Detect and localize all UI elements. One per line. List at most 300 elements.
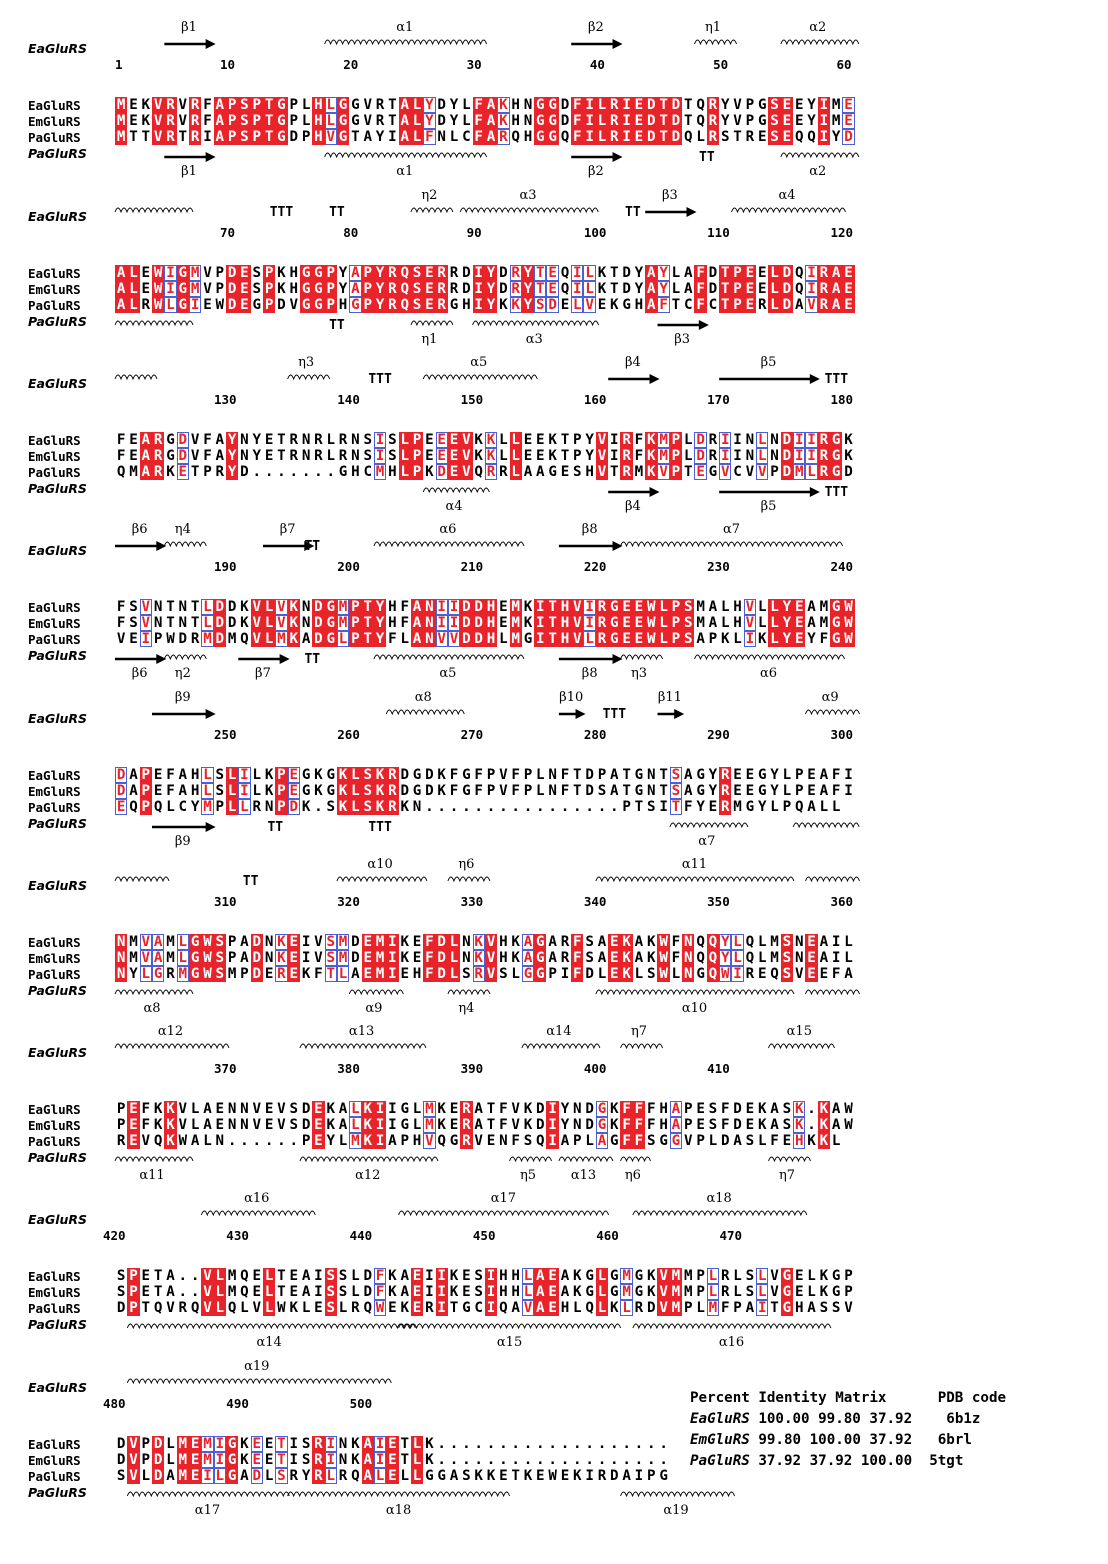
residue: N <box>116 950 126 966</box>
residue: T <box>622 767 631 783</box>
residue: F <box>671 934 681 950</box>
residue: G <box>523 966 533 982</box>
residue: M <box>129 464 138 480</box>
residue: L <box>770 297 779 313</box>
residue: R <box>757 297 767 313</box>
residue: I <box>289 1436 299 1452</box>
residue: R <box>474 966 483 982</box>
residue: V <box>720 464 730 480</box>
residue: S <box>116 1284 126 1300</box>
pdb-code: 5tgt <box>929 1453 964 1469</box>
residue: K <box>277 265 286 281</box>
residue: I <box>375 1133 385 1149</box>
residue: E <box>696 464 705 480</box>
residue: I <box>733 432 742 448</box>
residue: L <box>757 1268 767 1284</box>
residue: E <box>634 599 644 615</box>
residue: D <box>215 631 225 647</box>
residue: N <box>573 1117 582 1133</box>
residue: I <box>585 1468 594 1484</box>
residue: M <box>794 464 804 480</box>
residue: N <box>153 599 163 615</box>
residue: V <box>252 599 262 615</box>
residue: M <box>634 464 644 480</box>
residue: P <box>486 767 496 783</box>
residue: D <box>782 448 792 464</box>
residue: R <box>634 1300 644 1316</box>
residue: G <box>338 464 348 480</box>
residue: H <box>388 464 397 480</box>
helix-coil <box>164 542 206 546</box>
helix-coil <box>596 877 794 881</box>
residue: N <box>462 934 471 950</box>
residue: H <box>560 631 570 647</box>
residue: E <box>264 1117 274 1133</box>
residue: K <box>757 631 767 647</box>
residue: G <box>597 1101 607 1117</box>
secondary-structure-label: η1 <box>421 332 438 347</box>
residue: . <box>301 464 311 480</box>
bot-secondary-structure <box>0 147 1108 187</box>
residue: E <box>634 113 644 129</box>
residue: E <box>388 1300 397 1316</box>
residue: G <box>301 767 311 783</box>
secondary-structure-label: η1 <box>704 20 722 35</box>
residue: N <box>153 615 163 631</box>
residue: H <box>388 599 397 615</box>
secondary-structure-label: α18 <box>385 1503 412 1518</box>
bot-secondary-structure <box>0 817 1108 857</box>
residue: E <box>240 297 249 313</box>
residue: V <box>733 97 742 113</box>
residue: D <box>708 265 718 281</box>
top-secondary-structure <box>0 352 1108 392</box>
residue: N <box>770 432 779 448</box>
secondary-structure-label: α8 <box>414 690 432 705</box>
residue: T <box>671 799 681 815</box>
residue: E <box>289 966 299 982</box>
residue: L <box>412 1452 422 1468</box>
residue: K <box>844 432 853 448</box>
secondary-structure-label: η7 <box>630 1024 648 1039</box>
residue: Y <box>757 799 767 815</box>
ruler-label: 320 <box>337 894 360 909</box>
residue: L <box>622 1300 631 1316</box>
ruler-label: 470 <box>719 1228 743 1243</box>
residue: E <box>745 783 755 799</box>
residue: L <box>585 1133 594 1149</box>
residue: T <box>166 599 175 615</box>
residue: A <box>400 129 409 145</box>
residue: V <box>659 1284 668 1300</box>
secondary-structure-label: α19 <box>663 1503 689 1518</box>
residue: K <box>388 1268 397 1284</box>
secondary-structure-label: β1 <box>181 20 197 35</box>
residue: P <box>141 783 151 799</box>
residue: E <box>782 97 792 113</box>
residue: V <box>499 783 508 799</box>
residue: S <box>647 799 656 815</box>
residue: V <box>770 1268 779 1284</box>
residue: N <box>338 1452 348 1468</box>
residue: E <box>794 113 804 129</box>
residue: L <box>240 1300 249 1316</box>
residue: L <box>757 615 767 631</box>
beta-strand-arrowhead <box>810 487 820 497</box>
residue: E <box>264 432 274 448</box>
residue: R <box>597 615 607 631</box>
residue: F <box>499 1101 508 1117</box>
residue: R <box>499 464 508 480</box>
top-structure-name: EaGluRS <box>28 376 88 391</box>
residue: . <box>449 1452 459 1468</box>
residue: S <box>326 1268 336 1284</box>
helix-coil <box>115 375 157 379</box>
residue: A <box>647 265 656 281</box>
helix-coil <box>633 1211 807 1215</box>
residue: E <box>400 966 409 982</box>
sequence-label: EaGluRS <box>28 266 81 281</box>
identity-value: 37.92 <box>869 1432 913 1448</box>
residue: E <box>449 432 459 448</box>
residue: V <box>770 1284 779 1300</box>
residue: E <box>129 97 138 113</box>
residue: F <box>573 934 582 950</box>
residue: D <box>116 783 126 799</box>
residue: R <box>622 432 631 448</box>
sequence-row <box>115 934 855 950</box>
residue: D <box>437 934 446 950</box>
residue: . <box>659 1436 668 1452</box>
residue: Q <box>474 464 483 480</box>
residue: P <box>252 97 262 113</box>
residue: L <box>708 1133 718 1149</box>
residue: A <box>597 1133 607 1149</box>
residue: F <box>659 297 668 313</box>
residue: D <box>647 113 656 129</box>
residue: S <box>252 265 262 281</box>
sequence-label: EaGluRS <box>28 935 81 950</box>
residue: G <box>831 448 841 464</box>
residue: G <box>190 950 200 966</box>
residue: E <box>190 1436 200 1452</box>
residue: P <box>215 265 225 281</box>
residue: A <box>474 1117 483 1133</box>
residue: V <box>141 1133 151 1149</box>
residue: G <box>831 599 841 615</box>
residue: A <box>301 1284 311 1300</box>
residue: N <box>548 783 557 799</box>
residue: D <box>499 281 508 297</box>
secondary-structure-label: α18 <box>706 1191 732 1206</box>
helix-coil <box>411 208 453 212</box>
residue: L <box>375 1468 385 1484</box>
residue: E <box>634 631 644 647</box>
residue: G <box>757 97 767 113</box>
residue: K <box>289 631 299 647</box>
sequence-label: PaGluRS <box>28 1469 81 1484</box>
residue: I <box>720 432 730 448</box>
residue: G <box>227 1468 237 1484</box>
residue: Y <box>720 934 730 950</box>
residue: R <box>166 966 175 982</box>
residue: F <box>831 783 841 799</box>
residue: I <box>388 950 397 966</box>
residue: S <box>499 966 508 982</box>
residue: N <box>683 950 693 966</box>
residue: R <box>708 129 718 145</box>
residue: E <box>129 113 138 129</box>
residue: E <box>844 297 853 313</box>
secondary-structure-label: β4 <box>624 499 641 514</box>
residue: F <box>314 966 323 982</box>
identity-matrix <box>690 1390 1006 1474</box>
residue: V <box>277 1117 286 1133</box>
residue: A <box>807 615 816 631</box>
residue: E <box>215 1117 225 1133</box>
residue: S <box>782 950 792 966</box>
residue: R <box>190 113 200 129</box>
residue: D <box>622 281 631 297</box>
pdb-title: PDB code <box>937 1390 1007 1406</box>
residue: D <box>462 281 471 297</box>
residue: E <box>622 615 631 631</box>
residue: K <box>499 97 508 113</box>
top-structure-name: EaGluRS <box>28 543 88 558</box>
residue: T <box>536 265 545 281</box>
residue: E <box>425 432 434 448</box>
residue: . <box>511 1452 520 1468</box>
residue: R <box>153 464 163 480</box>
residue: M <box>129 950 138 966</box>
residue: T <box>573 783 582 799</box>
sequence-row <box>115 1452 670 1468</box>
residue: K <box>499 113 508 129</box>
residue: V <box>166 1300 175 1316</box>
residue: F <box>449 783 459 799</box>
residue: E <box>129 631 138 647</box>
residue: I <box>745 631 755 647</box>
residue: V <box>462 464 471 480</box>
residue: C <box>363 464 372 480</box>
residue: T <box>264 97 274 113</box>
residue: G <box>536 950 545 966</box>
residue: K <box>400 950 409 966</box>
residue: G <box>277 97 286 113</box>
residue: N <box>745 448 755 464</box>
residue: Q <box>400 265 409 281</box>
residue: K <box>819 1268 829 1284</box>
residue: M <box>116 97 126 113</box>
residue: P <box>264 281 274 297</box>
residue: D <box>252 934 262 950</box>
residue: F <box>683 799 693 815</box>
residue: D <box>227 599 237 615</box>
residue: G <box>462 1300 471 1316</box>
residue: V <box>178 1101 188 1117</box>
residue: G <box>412 783 422 799</box>
helix-coil <box>732 208 846 212</box>
residue: A <box>819 934 829 950</box>
residue: L <box>129 265 138 281</box>
residue: L <box>782 767 792 783</box>
secondary-structure-label: β10 <box>559 690 584 705</box>
residue: E <box>757 129 767 145</box>
residue: G <box>326 631 336 647</box>
secondary-structure-label: η6 <box>458 857 475 872</box>
residue: . <box>634 1436 644 1452</box>
residue: E <box>807 950 816 966</box>
residue: Q <box>708 950 718 966</box>
residue: D <box>116 1452 126 1468</box>
residue: W <box>166 631 175 647</box>
residue: T <box>141 129 151 145</box>
residue: L <box>597 1268 607 1284</box>
residue: E <box>129 1117 138 1133</box>
residue: M <box>227 631 237 647</box>
residue: D <box>227 297 237 313</box>
residue: N <box>240 1101 249 1117</box>
helix-coil <box>115 321 193 325</box>
ruler-label: 120 <box>830 225 854 240</box>
residue: P <box>363 281 372 297</box>
residue: K <box>610 1300 619 1316</box>
residue: K <box>449 1284 459 1300</box>
residue: G <box>462 783 471 799</box>
beta-strand-arrowhead <box>206 822 216 832</box>
residue: P <box>227 934 237 950</box>
beta-strand-arrowhead <box>613 541 623 551</box>
residue: S <box>585 934 594 950</box>
residue: V <box>153 113 163 129</box>
residue: R <box>597 599 607 615</box>
sequence-label: EaGluRS <box>28 1269 81 1284</box>
residue: I <box>203 1468 212 1484</box>
residue: A <box>634 950 644 966</box>
secondary-structure-label: α2 <box>809 20 827 35</box>
residue: F <box>203 97 212 113</box>
residue: G <box>412 767 422 783</box>
residue: . <box>647 1436 656 1452</box>
residue: W <box>277 1300 286 1316</box>
residue: Y <box>807 631 816 647</box>
ruler-label: 280 <box>583 727 607 742</box>
residue: . <box>634 1452 644 1468</box>
residue: D <box>240 464 249 480</box>
residue: V <box>511 1101 520 1117</box>
residue: T <box>400 1436 409 1452</box>
secondary-structure-label: η3 <box>630 666 648 681</box>
residue: L <box>412 1468 422 1484</box>
residue: A <box>511 1300 520 1316</box>
ruler-label: 110 <box>707 225 730 240</box>
residue: P <box>782 799 792 815</box>
residue: L <box>757 1133 767 1149</box>
residue: I <box>585 599 594 615</box>
residue: A <box>338 1117 348 1133</box>
ruler-label: 260 <box>337 727 360 742</box>
residue: I <box>573 281 582 297</box>
residue: V <box>573 631 582 647</box>
residue: K <box>548 432 557 448</box>
residue: R <box>819 432 829 448</box>
residue: F <box>560 767 570 783</box>
residue: D <box>277 297 286 313</box>
residue: L <box>412 97 422 113</box>
residue: Q <box>794 129 804 145</box>
helix-coil <box>510 1157 552 1161</box>
residue: . <box>190 1284 200 1300</box>
residue: A <box>363 1452 372 1468</box>
residue: A <box>844 966 853 982</box>
residue: E <box>129 432 138 448</box>
residue: T <box>683 464 693 480</box>
residue: E <box>536 448 545 464</box>
residue: E <box>178 464 188 480</box>
residue: L <box>720 615 730 631</box>
helix-coil <box>670 823 748 827</box>
residue: M <box>770 950 779 966</box>
residue: T <box>153 1268 163 1284</box>
residue: I <box>585 113 594 129</box>
residue: V <box>178 1117 188 1133</box>
residue: V <box>314 934 323 950</box>
residue: D <box>585 767 594 783</box>
bot-secondary-structure <box>0 1318 1108 1358</box>
residue: E <box>314 1117 323 1133</box>
residue: M <box>338 950 348 966</box>
residue: A <box>116 265 126 281</box>
secondary-structure-label: α15 <box>786 1024 812 1039</box>
helix-coil <box>596 990 794 994</box>
residue: A <box>794 297 804 313</box>
residue: A <box>153 950 163 966</box>
residue: E <box>548 1284 557 1300</box>
residue: V <box>129 1452 138 1468</box>
beta-strand-arrowhead <box>576 709 586 719</box>
secondary-structure-label: α15 <box>496 1335 523 1350</box>
residue: E <box>560 1468 570 1484</box>
residue: F <box>647 1101 656 1117</box>
residue: R <box>388 297 397 313</box>
residue: G <box>400 1101 409 1117</box>
residue: D <box>647 97 656 113</box>
residue: G <box>314 265 323 281</box>
residue: L <box>129 297 138 313</box>
residue: A <box>301 631 311 647</box>
top-secondary-structure <box>0 1021 1108 1061</box>
residue: Y <box>720 950 730 966</box>
residue: T <box>486 1101 496 1117</box>
residue: Y <box>375 599 385 615</box>
residue: K <box>523 599 533 615</box>
residue: N <box>301 432 311 448</box>
residue: A <box>807 599 816 615</box>
residue: Q <box>560 129 570 145</box>
residue: L <box>412 1436 422 1452</box>
residue: P <box>264 265 274 281</box>
residue: L <box>671 281 681 297</box>
residue: V <box>203 1268 212 1284</box>
helix-coil <box>288 375 330 379</box>
residue: V <box>745 464 755 480</box>
residue: Q <box>153 1300 163 1316</box>
residue: V <box>252 1300 262 1316</box>
residue: L <box>449 934 459 950</box>
residue: H <box>314 113 323 129</box>
residue: Y <box>720 97 730 113</box>
residue: F <box>116 599 126 615</box>
